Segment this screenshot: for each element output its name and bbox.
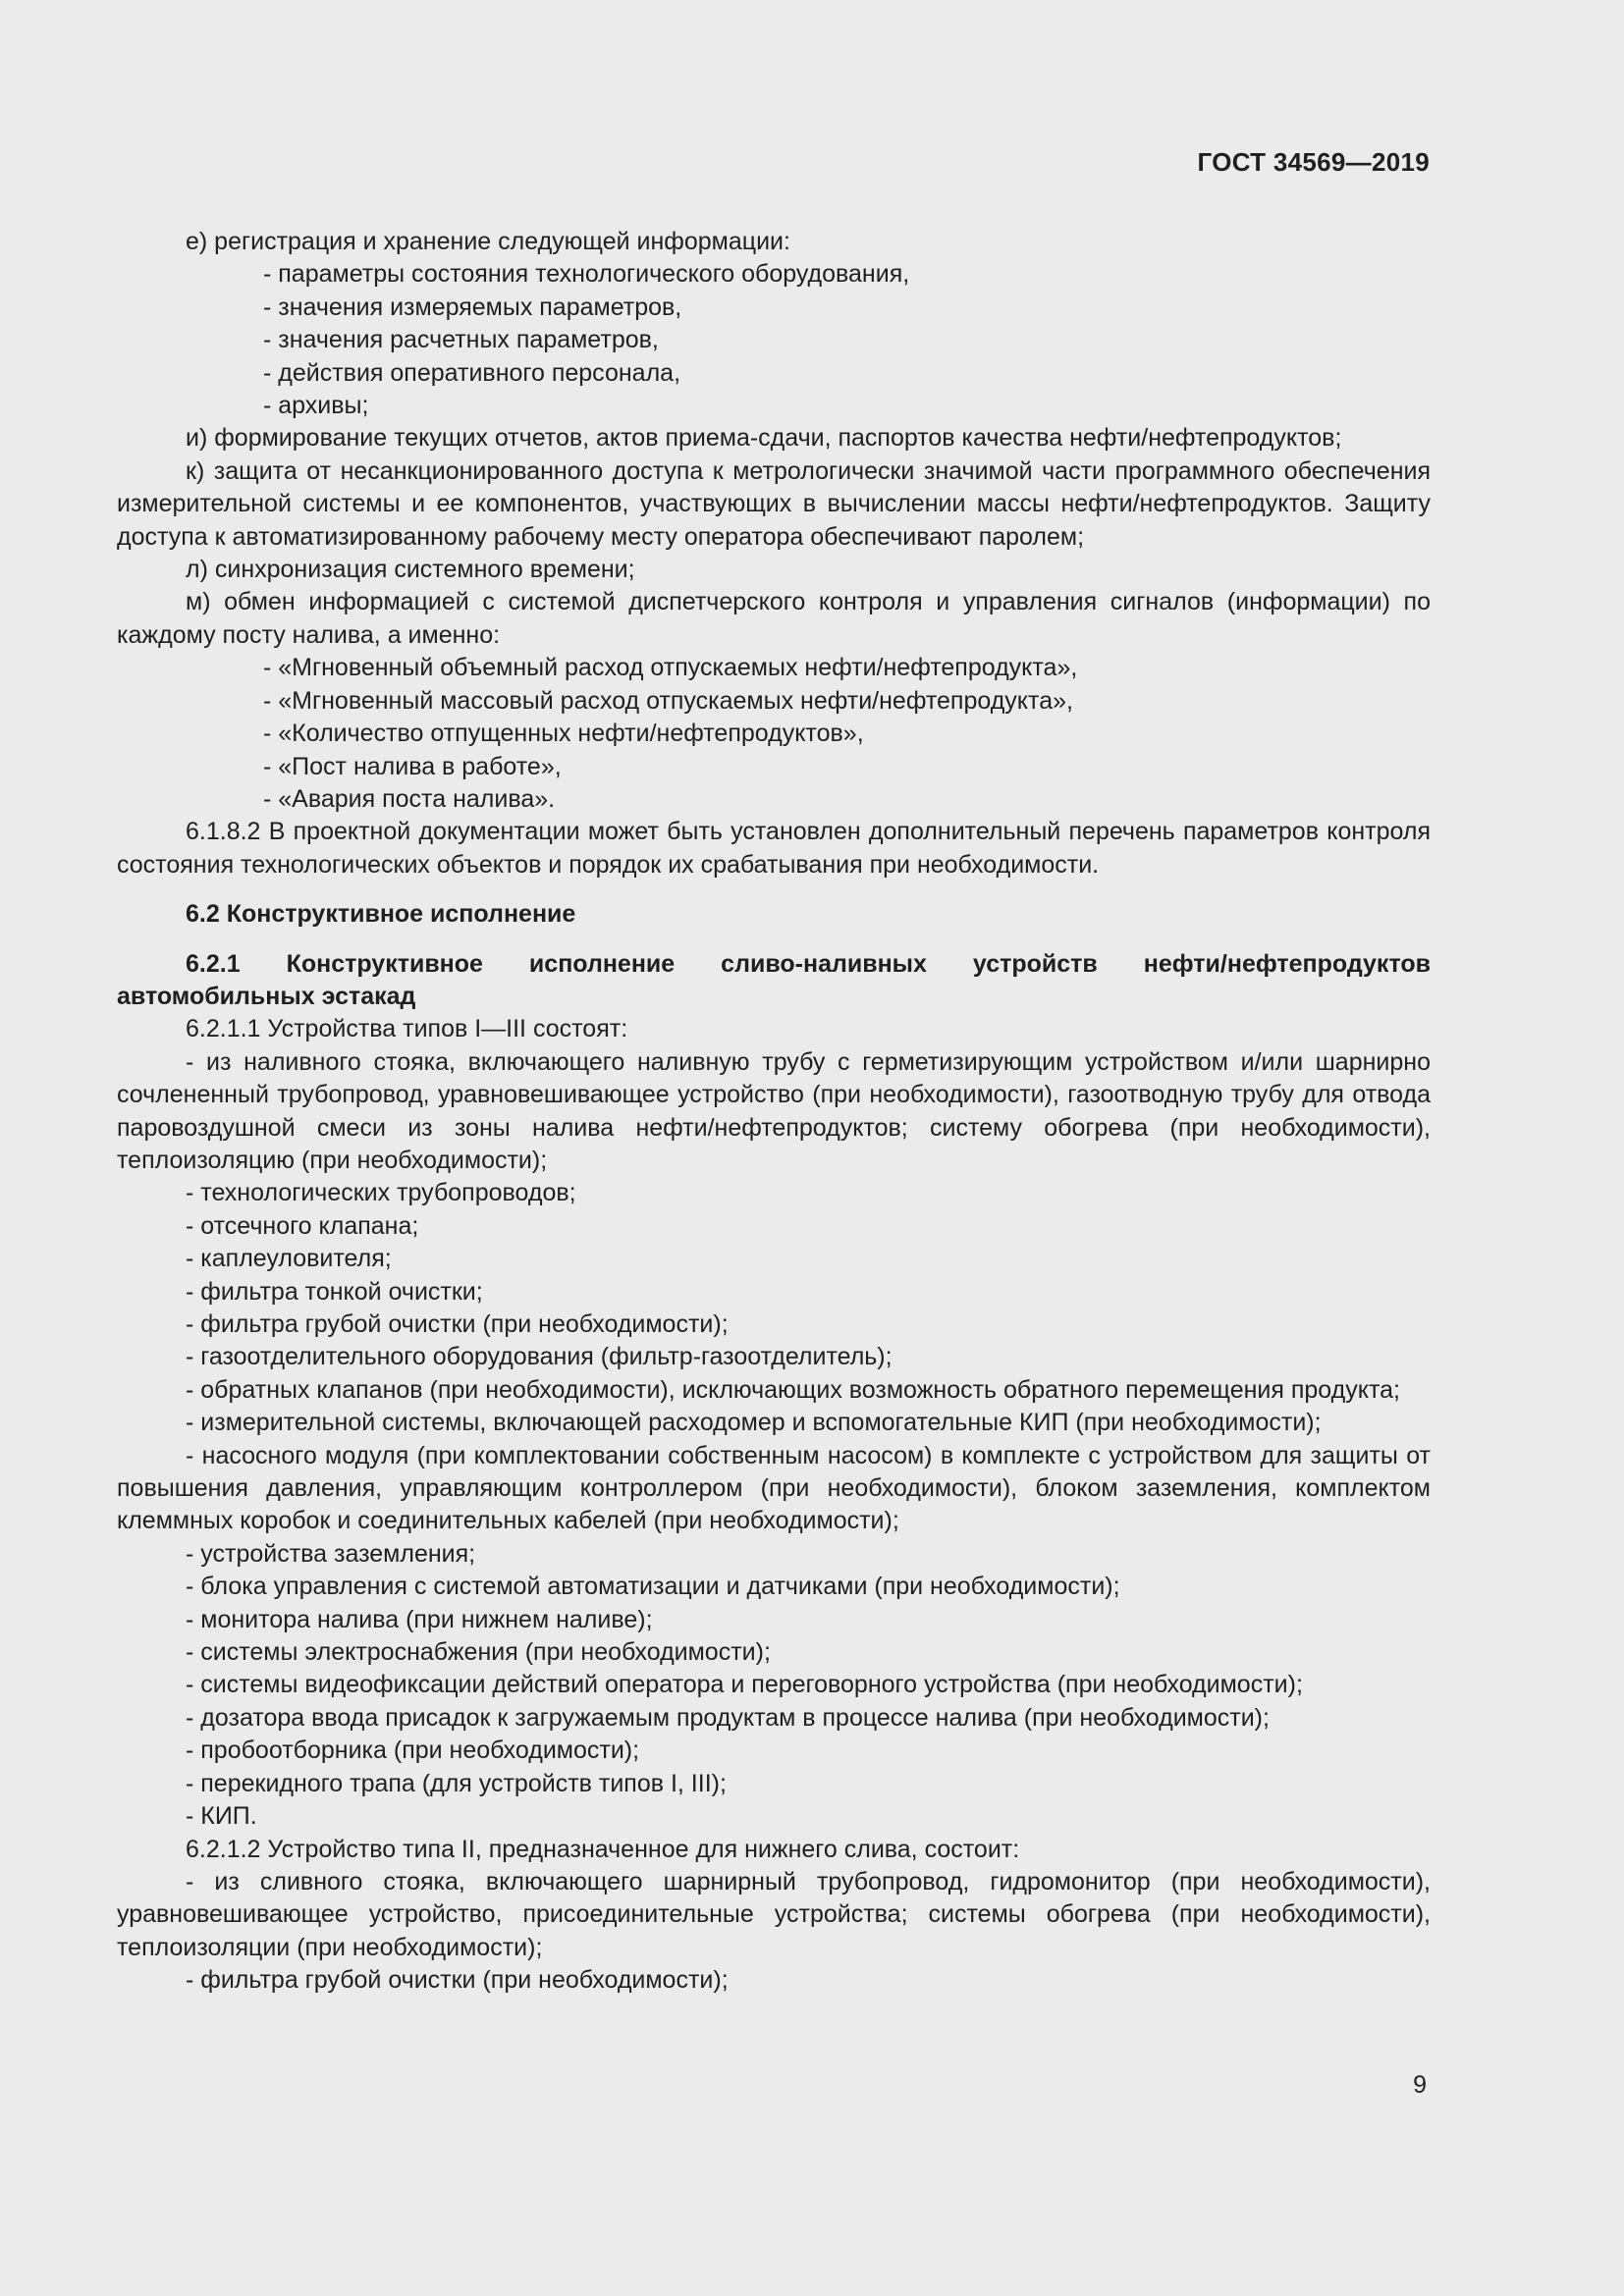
list-item: - измерительной системы, включающей расходомер и вспомогательные КИП (при необходимости); <box>186 1409 1322 1437</box>
section-heading: 6.2 Конструктивное исполнение <box>186 900 576 929</box>
list-subitem: - «Количество отпущенных нефти/нефтепродуктов», <box>263 720 864 748</box>
list-item: - блока управления с системой автоматизации и датчиками (при необходимости); <box>186 1573 1120 1601</box>
list-subitem: - значения измеряемых параметров, <box>263 293 682 321</box>
clause-paragraph: 6.1.8.2 В проектной документации может быть установлен дополнительный перечень параметров контроля состояния технологических объектов и порядок их срабатывания при необходимости. <box>117 818 1431 879</box>
list-item: - системы видеофиксации действий оператора и переговорного устройства (при необходимости); <box>186 1671 1303 1699</box>
list-item: - КИП. <box>186 1802 257 1831</box>
list-item: и) формирование текущих отчетов, актов приема-сдачи, паспортов качества нефти/нефтепродуктов; <box>186 424 1342 453</box>
list-item: - каплеуловителя; <box>186 1245 392 1273</box>
list-item: - перекидного трапа (для устройств типов I, III); <box>186 1769 727 1797</box>
document-code-header: ГОСТ 34569—2019 <box>1197 147 1430 177</box>
list-item: - устройства заземления; <box>186 1539 476 1568</box>
list-item: м) обмен информацией с системой диспетчерского контроля и управления сигналов (информации) по каждому посту налива, а именно: <box>117 588 1431 649</box>
list-item: - дозатора ввода присадок к загружаемым продуктам в процессе налива (при необходимости); <box>186 1703 1270 1732</box>
list-subitem: - действия оперативного персонала, <box>263 358 681 387</box>
clause-paragraph: 6.2.1.1 Устройства типов I—III состоят: <box>186 1015 628 1043</box>
list-subitem: - архивы; <box>263 392 369 420</box>
list-item: - системы электроснабжения (при необходимости); <box>186 1638 771 1667</box>
list-item: - газоотделительного оборудования (фильтр-газоотделитель); <box>186 1343 893 1371</box>
list-item: - отсечного клапана; <box>186 1211 419 1240</box>
list-item: - фильтра грубой очистки (при необходимости); <box>186 1966 729 1995</box>
list-item: - пробоотборника (при необходимости); <box>186 1736 640 1765</box>
list-subitem: - «Авария поста налива». <box>263 784 556 813</box>
list-item: - фильтра грубой очистки (при необходимости); <box>186 1310 729 1338</box>
list-subitem: - значения расчетных параметров, <box>263 326 659 354</box>
list-item: л) синхронизация системного времени; <box>186 556 635 584</box>
list-item: - фильтра тонкой очистки; <box>186 1277 483 1306</box>
list-item: - обратных клапанов (при необходимости), исключающих возможность обратного перемещения продукта; <box>186 1375 1400 1404</box>
list-item: - из сливного стояка, включающего шарнирный трубопровод, гидромонитор (при необходимости), уравновешивающее устройство, присоединительные устройства; системы обогрева (при необходимости), теплоизоляции (при необходимости); <box>117 1867 1431 1961</box>
page-number: 9 <box>1413 2071 1427 2099</box>
list-subitem: - параметры состояния технологического оборудования, <box>263 260 910 289</box>
list-item: - из наливного стояка, включающего наливную трубу с герметизирующим устройством и/или шарнирно сочлененный трубопровод, уравновешивающее устройство (при необходимости), газоотводную трубу для отвода паровоздушной смеси из зоны налива нефти/нефтепродуктов; систему обогрева (при необходимости), теплоизоляцию (при необходимости); <box>117 1047 1431 1174</box>
clause-paragraph: 6.2.1.2 Устройство типа II, предназначенное для нижнего слива, состоит: <box>186 1835 1020 1863</box>
list-subitem: - «Мгновенный объемный расход отпускаемых нефти/нефтепродукта», <box>263 654 1078 682</box>
list-item: - насосного модуля (при комплектовании собственным насосом) в комплекте с устройством для защиты от повышения давления, управляющим контроллером (при необходимости), блоком заземления, комплектом клеммных коробок и соединительных кабелей (при необходимости); <box>117 1441 1431 1535</box>
list-item: - технологических трубопроводов; <box>186 1179 576 1207</box>
list-subitem: - «Пост налива в работе», <box>263 752 562 780</box>
subsection-heading: 6.2.1 Конструктивное исполнение сливо-наливных устройств нефти/нефтепродуктов автомобильных эстакад <box>117 949 1431 1010</box>
list-item: е) регистрация и хранение следующей информации: <box>186 228 790 255</box>
document-body <box>117 226 1431 1998</box>
list-item: - монитора налива (при нижнем наливе); <box>186 1605 653 1633</box>
list-item: к) защита от несанкционированного доступа к метрологически значимой части программного обеспечения измерительной системы и ее компонентов, участвующих в вычислении массы нефти/нефтепродуктов. Защиту доступа к автоматизированному рабочему месту оператора обеспечивают паролем; <box>117 456 1431 551</box>
list-subitem: - «Мгновенный массовый расход отпускаемых нефти/нефтепродукта», <box>263 686 1073 715</box>
